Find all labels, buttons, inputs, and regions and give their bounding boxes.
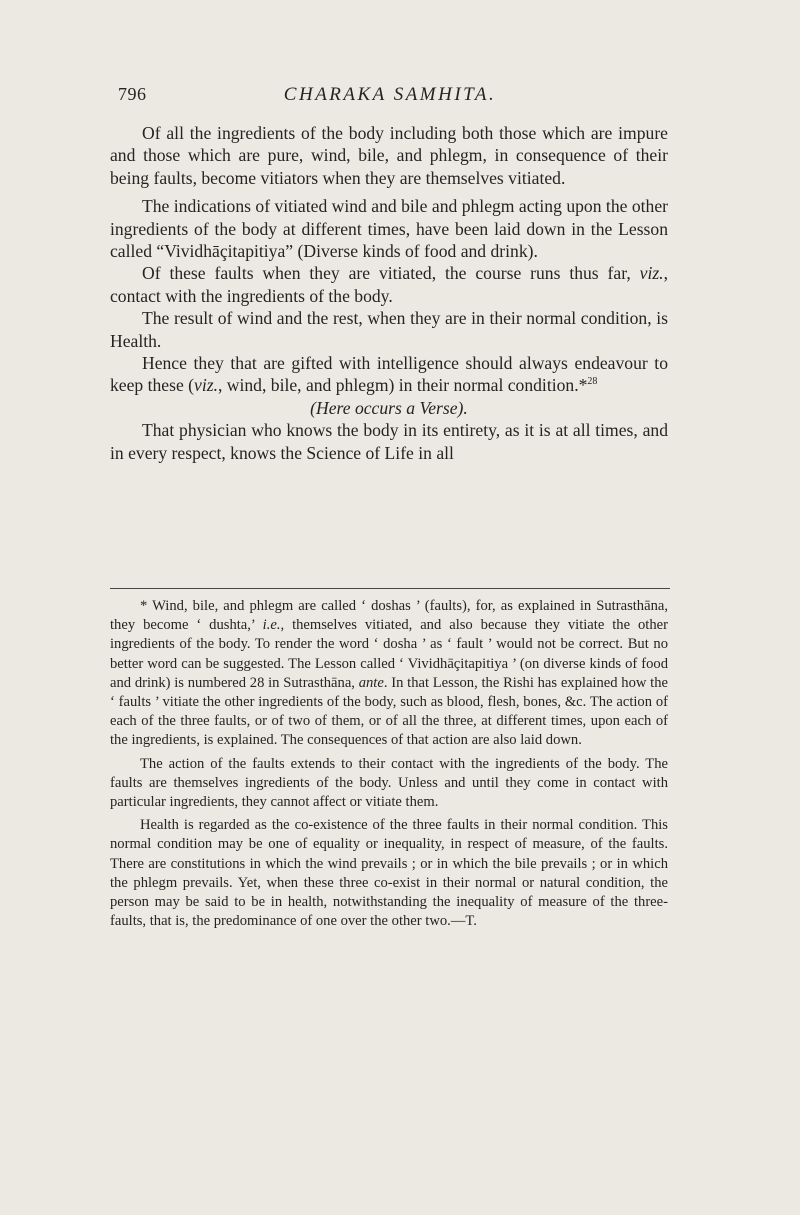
footnote-marker: * bbox=[578, 375, 588, 396]
main-text bbox=[110, 122, 668, 464]
footnote-3: Health is regarded as the co-existence of the three faults in their normal condition. This normal condition may be one of equality or inequality, in respect of measure, of the faults. There are constitutions in which the wind prevails ; or in which the bile prevails ; or in which the phlegm prevails. Yet, when these three co-exist in their normal or natural condition, the person may be said to be in health, notwithstanding the inequality of measure of the three-faults, that is, the predominance of one over the other two.—T. bbox=[110, 817, 668, 930]
paragraph-5-viz: viz. bbox=[194, 375, 218, 396]
paragraph-1: Of all the ingredients of the body including both those which are impure and those which are pure, wind, bile, and phlegm, in consequence of their being faults, become vitiators when they are themselves vitiated. bbox=[110, 123, 668, 188]
footnote-2: The action of the faults extends to their contact with the ingredients of the body. The faults are themselves ingredients of the body. Unless and until they come in contact with particular ingredients, they cannot affect or vitiate them. bbox=[110, 755, 668, 811]
paragraph-3-text-a: Of these faults when they are vitiated, the course runs thus far, bbox=[142, 263, 640, 284]
paragraph-3-viz: viz. bbox=[639, 263, 664, 284]
footnote-1-text-c: . In that Lesson, the Rishi has explained how the ‘ faults ’ vitiate the other ingredients of the body, such as blood, flesh, bones, &c. The action of each of the three faults, or of two of them, or of all the three, at different times, upon each of the ingredients, is explained. The consequences of that action are also laid down. bbox=[110, 674, 668, 749]
paragraph-5 bbox=[110, 352, 668, 397]
paragraph-2: The indications of vitiated wind and bile and phlegm acting upon the other ingredients of the body at different times, have been laid down in the Lesson called “Vividhāçitapitiya” (Diverse kinds of food and drink). bbox=[110, 196, 668, 262]
footnote-1 bbox=[110, 597, 668, 751]
footnote-1-text-a: * Wind, bile, and phlegm are called ‘ doshas ’ (faults), for, as explained in Sutrasthāna, they become ‘ dushta,’ bbox=[110, 598, 668, 634]
paragraph-4: The result of wind and the rest, when they are in their normal condition, is Health. bbox=[110, 308, 668, 351]
running-title: CHARAKA SAMHITA. bbox=[283, 84, 497, 105]
verse-heading: (Here occurs a Verse). bbox=[310, 397, 468, 418]
paragraph-3 bbox=[110, 262, 668, 307]
page-number: 796 bbox=[118, 84, 147, 104]
footnote-1-text-b: , themselves vitiated, and also because they vitiate the other ingredients of the body. To render the word ‘ dosha ’ as ‘ fault ’ would not be correct. But no better word can be suggested. The Lesson called ‘ Vividhāçitapitiya ’ (on diverse kinds of food and drink) is numbered 28 in Sutrasthāna, bbox=[110, 617, 668, 691]
paragraph-5-text-b: , wind, bile, and phlegm) in their normal condition. bbox=[217, 375, 579, 396]
paragraph-5-text-a: Hence they that are gifted with intelligence should always endeavour to keep these ( bbox=[110, 353, 668, 396]
footnote-1-ante: ante bbox=[358, 674, 384, 691]
footnote-1-ie: i.e. bbox=[262, 617, 281, 634]
paragraph-3-text-b: , contact with the ingredients of the body. bbox=[110, 263, 668, 306]
page-header bbox=[112, 84, 668, 114]
footnotes bbox=[110, 597, 668, 931]
verse-number: 28 bbox=[587, 376, 598, 388]
paragraph-6: That physician who knows the body in its entirety, as it is at all times, and in every respect, knows the Science of Life in all bbox=[110, 420, 668, 463]
footnote-divider bbox=[110, 588, 670, 589]
